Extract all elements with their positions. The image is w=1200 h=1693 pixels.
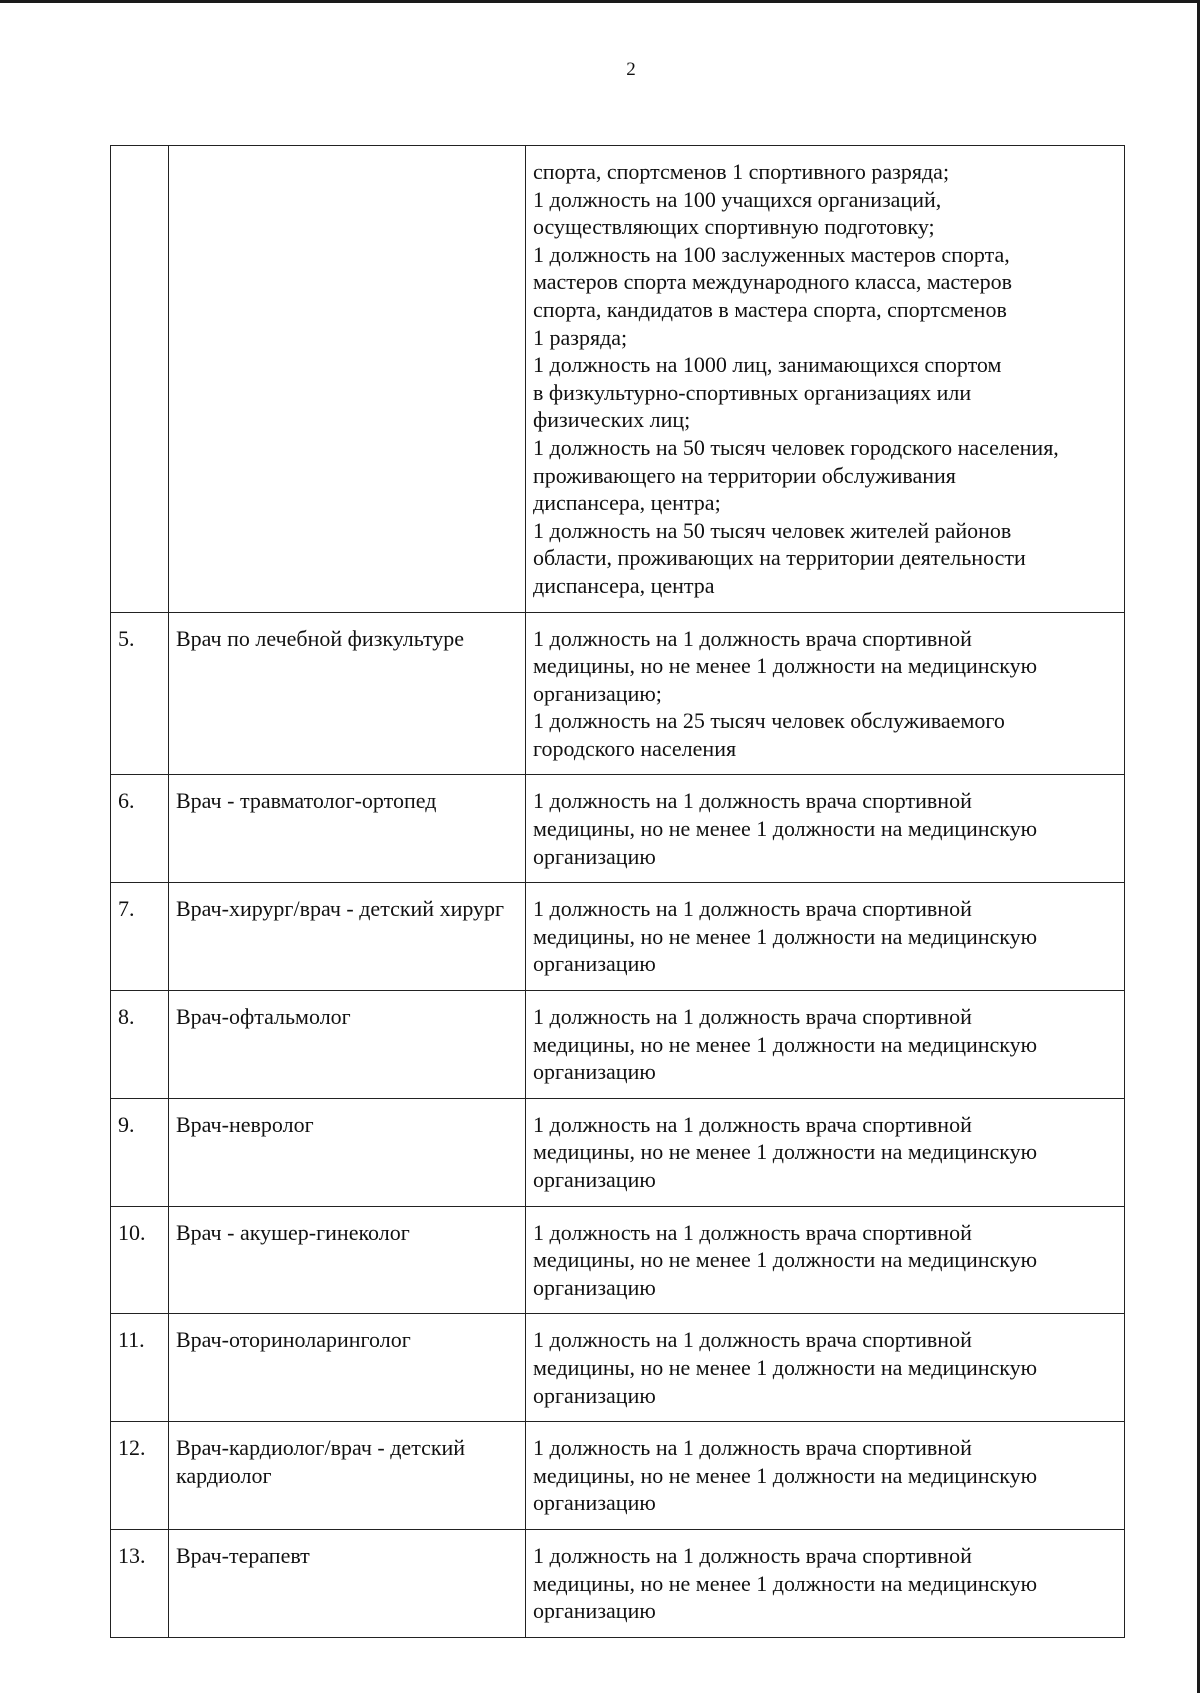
norm-line: медицины, но не менее 1 должности на медицинскую [533,1570,1038,1596]
norm-line: 1 должность на 100 учащихся организаций, [533,186,942,212]
row-number: 11. [111,1314,169,1422]
position-name: Врач-терапевт [169,1529,526,1637]
norm-line: организацию [533,1490,656,1516]
row-number: 7. [111,883,169,991]
table-row [111,991,1125,1099]
norm-line: 1 должность на 1 должность врача спортивной [533,1542,972,1568]
norm-line: в физкультурно-спортивных организациях или [533,379,972,405]
row-number: 6. [111,775,169,883]
staffing-norm [526,1422,1125,1530]
staffing-norm [526,991,1125,1099]
row-number: 5. [111,612,169,775]
norm-line: организацию [533,951,656,977]
norm-line: области, проживающих на территории деятельности [533,545,1026,571]
table-row [111,1529,1125,1637]
norm-line: медицины, но не менее 1 должности на медицинскую [533,1462,1038,1488]
norm-line: диспансера, центра; [533,490,721,516]
position-name: Врач-хирург/врач - детский хирург [169,883,526,991]
norm-line: организацию [533,1274,656,1300]
norm-line: 1 должность на 50 тысяч человек жителей районов [533,517,1012,543]
norm-line: 1 должность на 1000 лиц, занимающихся спортом [533,352,1002,378]
table-row [111,1206,1125,1314]
norm-line: медицины, но не менее 1 должности на медицинскую [533,653,1038,679]
table-row [111,775,1125,883]
norm-line: спорта, кандидатов в мастера спорта, спортсменов [533,296,1007,322]
position-name: Врач - травматолог-ортопед [169,775,526,883]
norm-line: медицины, но не менее 1 должности на медицинскую [533,1031,1038,1057]
norm-line: 1 должность на 1 должность врача спортивной [533,1004,972,1030]
norm-line: мастеров спорта международного класса, мастеров [533,269,1012,295]
staffing-norm [526,1529,1125,1637]
staffing-norm [526,775,1125,883]
norm-line: 1 должность на 100 заслуженных мастеров спорта, [533,241,1010,267]
position-name: Врач по лечебной физкультуре [169,612,526,775]
staffing-table [110,145,1125,1638]
norm-line: 1 должность на 1 должность врача спортивной [533,1111,972,1137]
table-row [111,1422,1125,1530]
row-number: 10. [111,1206,169,1314]
norm-line: 1 разряда; [533,324,628,350]
staffing-norm [526,1098,1125,1206]
norm-line: 1 должность на 1 должность врача спортивной [533,625,972,651]
norm-line: 1 должность на 25 тысяч человек обслуживаемого [533,708,1005,734]
table-row [111,612,1125,775]
staffing-norm [526,1314,1125,1422]
norm-line: медицины, но не менее 1 должности на медицинскую [533,1247,1038,1273]
position-name: Врач-офтальмолог [169,991,526,1099]
row-number [111,146,169,613]
position-name: Врач - акушер-гинеколог [169,1206,526,1314]
norm-line: диспансера, центра [533,572,715,598]
norm-line: 1 должность на 50 тысяч человек городского населения, [533,434,1059,460]
position-name [169,146,526,613]
table-row [111,1314,1125,1422]
row-number: 13. [111,1529,169,1637]
norm-line: организацию [533,843,656,869]
norm-line: медицины, но не менее 1 должности на медицинскую [533,816,1038,842]
row-number: 8. [111,991,169,1099]
row-number: 9. [111,1098,169,1206]
norm-line: 1 должность на 1 должность врача спортивной [533,896,972,922]
norm-line: 1 должность на 1 должность врача спортивной [533,1435,972,1461]
norm-line: 1 должность на 1 должность врача спортивной [533,788,972,814]
norm-line: городского населения [533,735,737,761]
scan-edge-top [0,0,1200,3]
norm-line: организацию [533,1382,656,1408]
norm-line: медицины, но не менее 1 должности на медицинскую [533,923,1038,949]
norm-line: медицины, но не менее 1 должности на медицинскую [533,1354,1038,1380]
norm-line: 1 должность на 1 должность врача спортивной [533,1219,972,1245]
norm-line: организацию [533,1598,656,1624]
table-row [111,146,1125,613]
norm-line: 1 должность на 1 должность врача спортивной [533,1327,972,1353]
row-number: 12. [111,1422,169,1530]
staffing-norm [526,612,1125,775]
page-number: 2 [626,59,636,80]
norm-line: организацию; [533,680,662,706]
table-row [111,883,1125,991]
norm-line: спорта, спортсменов 1 спортивного разряда; [533,159,950,184]
table-row [111,1098,1125,1206]
staffing-norm [526,1206,1125,1314]
norm-line: осуществляющих спортивную подготовку; [533,214,935,240]
norm-line: проживающего на территории обслуживания [533,462,956,488]
norm-line: организацию [533,1059,656,1085]
norm-line: физических лиц; [533,407,691,433]
position-name: Врач-кардиолог/врач - детский кардиолог [169,1422,526,1530]
position-name: Врач-оториноларинголог [169,1314,526,1422]
staffing-norm [526,146,1125,613]
position-name: Врач-невролог [169,1098,526,1206]
staffing-norm [526,883,1125,991]
norm-line: организацию [533,1167,656,1192]
norm-line: медицины, но не менее 1 должности на медицинскую [533,1139,1038,1165]
